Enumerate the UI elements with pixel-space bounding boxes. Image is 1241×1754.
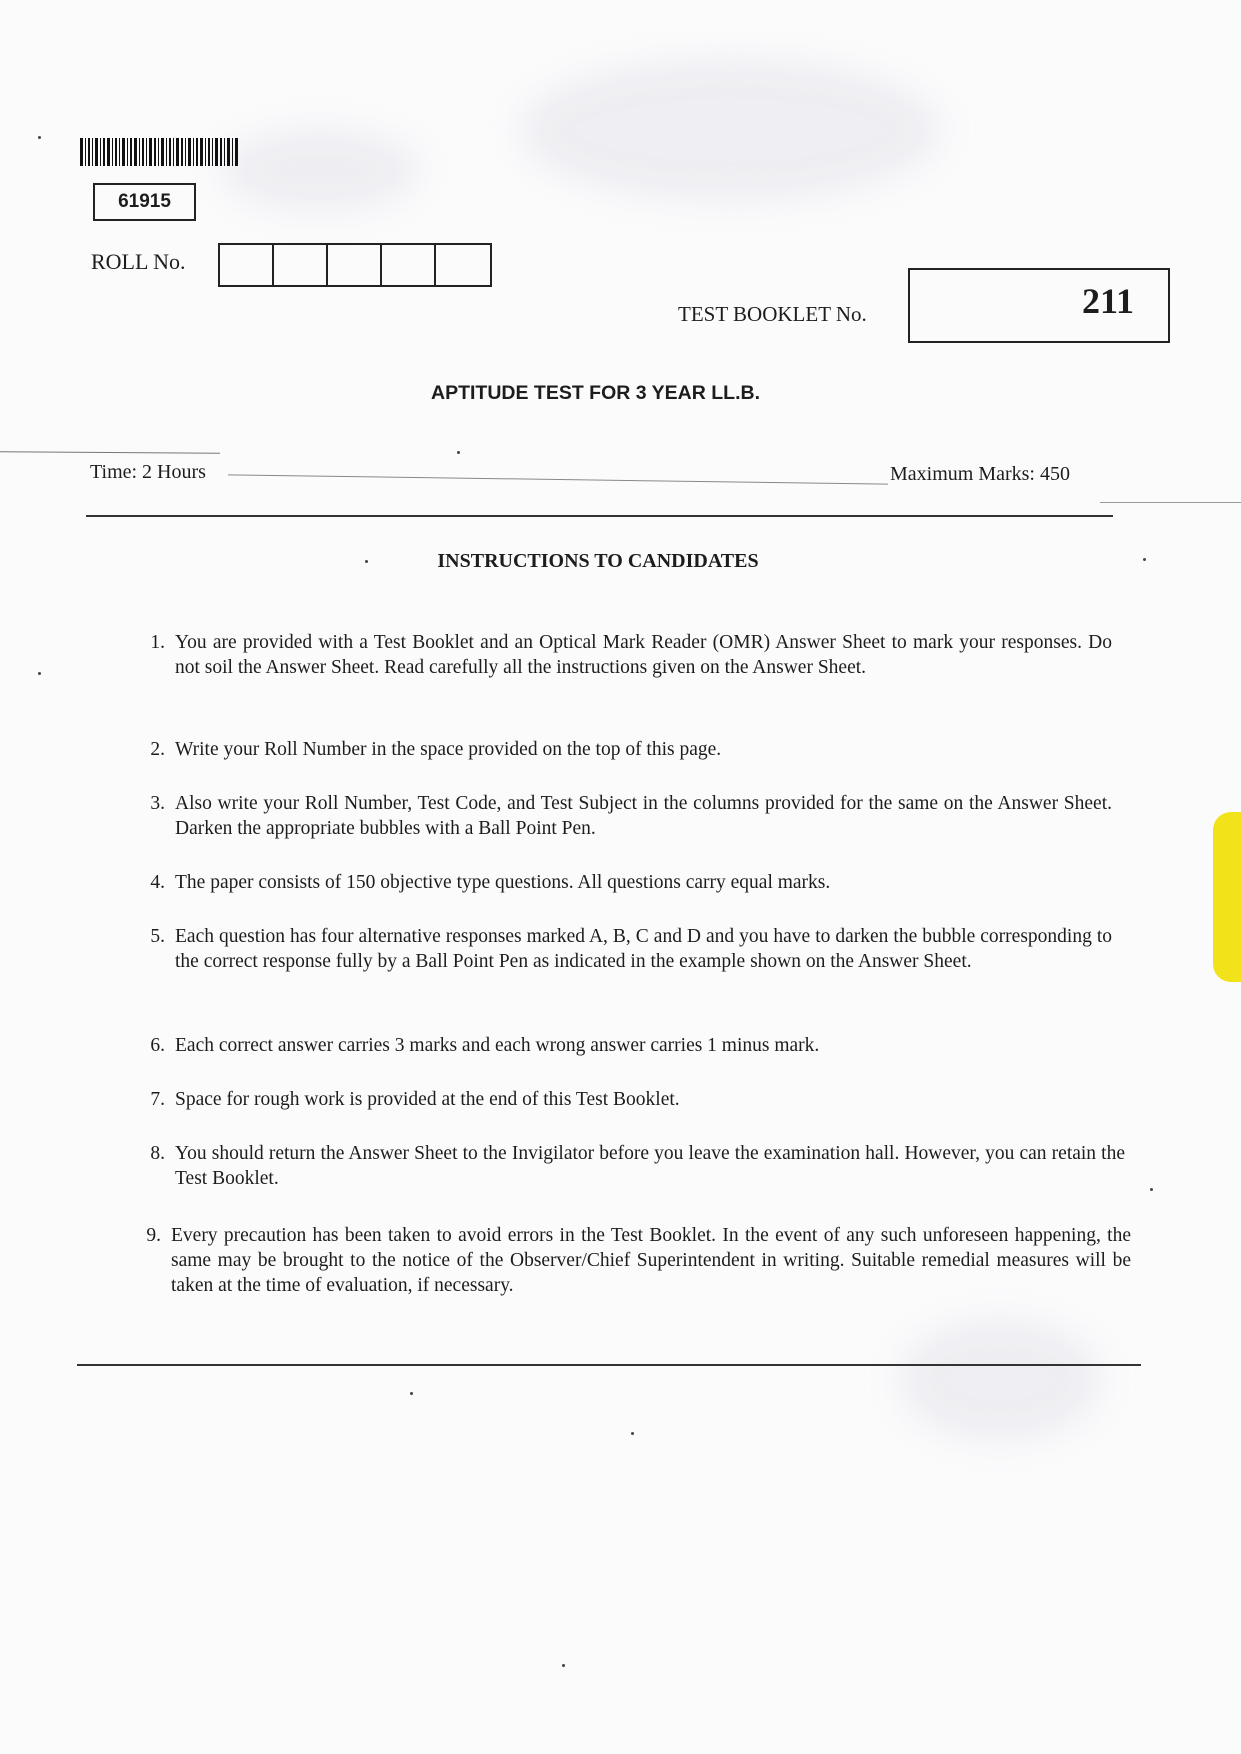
instruction-item xyxy=(150,630,1112,680)
instruction-text: Each correct answer carries 3 marks and each wrong answer carries 1 minus mark. xyxy=(175,1035,820,1056)
maximum-marks: Maximum Marks: 450 xyxy=(890,463,1070,485)
roll-digit-box xyxy=(436,245,490,285)
instruction-item xyxy=(146,1223,1131,1298)
instruction-text: Every precaution has been taken to avoid errors in the Test Booklet. In the event of any such unforeseen happening, the same may be brought to the notice of the Observer/Chief Superintendent in writing. Suitable remedial measures will be taken at the time of evaluation, if necessary. xyxy=(171,1225,1131,1296)
instruction-text: You are provided with a Test Booklet and an Optical Mark Reader (OMR) Answer Sheet to mark your responses. Do not soil the Answer Sheet. Read carefully all the instructions given on the Answer Sheet. xyxy=(175,632,1112,678)
page-title: APTITUDE TEST FOR 3 YEAR LL.B. xyxy=(431,382,760,404)
instruction-number: 9. xyxy=(146,1225,161,1246)
roll-digit-box xyxy=(382,245,436,285)
booklet-code: 61915 xyxy=(93,183,196,221)
instruction-number: 2. xyxy=(150,739,165,760)
instruction-text: Also write your Roll Number, Test Code, and Test Subject in the columns provided for the same on the Answer Sheet. Darken the appropriate bubbles with a Ball Point Pen. xyxy=(175,793,1112,839)
divider xyxy=(0,451,220,454)
sticky-note-tab xyxy=(1213,812,1241,982)
test-booklet-number: 211 xyxy=(908,268,1170,343)
instruction-text: Space for rough work is provided at the end of this Test Booklet. xyxy=(175,1089,680,1110)
instruction-number: 5. xyxy=(150,926,165,947)
instruction-text: Each question has four alternative responses marked A, B, C and D and you have to darken the bubble corresponding to the correct response fully by a Ball Point Pen as indicated in the example shown on the Answer Sheet. xyxy=(175,926,1112,972)
instruction-item xyxy=(150,1087,1112,1112)
divider xyxy=(77,1364,1141,1366)
divider xyxy=(86,515,1113,517)
divider xyxy=(228,474,888,484)
time-allowed: Time: 2 Hours xyxy=(90,461,206,483)
instruction-text: The paper consists of 150 objective type questions. All questions carry equal marks. xyxy=(175,872,831,893)
instruction-number: 7. xyxy=(150,1089,165,1110)
roll-digit-box xyxy=(274,245,328,285)
divider xyxy=(1100,502,1241,503)
roll-number-label: ROLL No. xyxy=(91,249,186,274)
instruction-number: 6. xyxy=(150,1035,165,1056)
instruction-number: 4. xyxy=(150,872,165,893)
instruction-text: Write your Roll Number in the space provided on the top of this page. xyxy=(175,739,722,760)
instruction-number: 3. xyxy=(150,793,165,814)
barcode xyxy=(80,138,240,166)
instruction-item xyxy=(150,924,1112,974)
instruction-text: You should return the Answer Sheet to the Invigilator before you leave the examination hall. However, you can retain the Test Booklet. xyxy=(175,1143,1125,1189)
roll-digit-box xyxy=(220,245,274,285)
instruction-number: 8. xyxy=(150,1143,165,1164)
instruction-item xyxy=(150,791,1112,841)
instructions-heading: INSTRUCTIONS TO CANDIDATES xyxy=(437,550,759,572)
instruction-item xyxy=(150,870,1112,895)
test-booklet-label: TEST BOOKLET No. xyxy=(678,302,867,326)
instruction-item xyxy=(150,1033,1112,1058)
instruction-item xyxy=(150,1141,1125,1191)
roll-digit-box xyxy=(328,245,382,285)
instruction-item xyxy=(150,737,1112,762)
instruction-number: 1. xyxy=(150,632,165,653)
roll-number-boxes xyxy=(218,243,492,287)
